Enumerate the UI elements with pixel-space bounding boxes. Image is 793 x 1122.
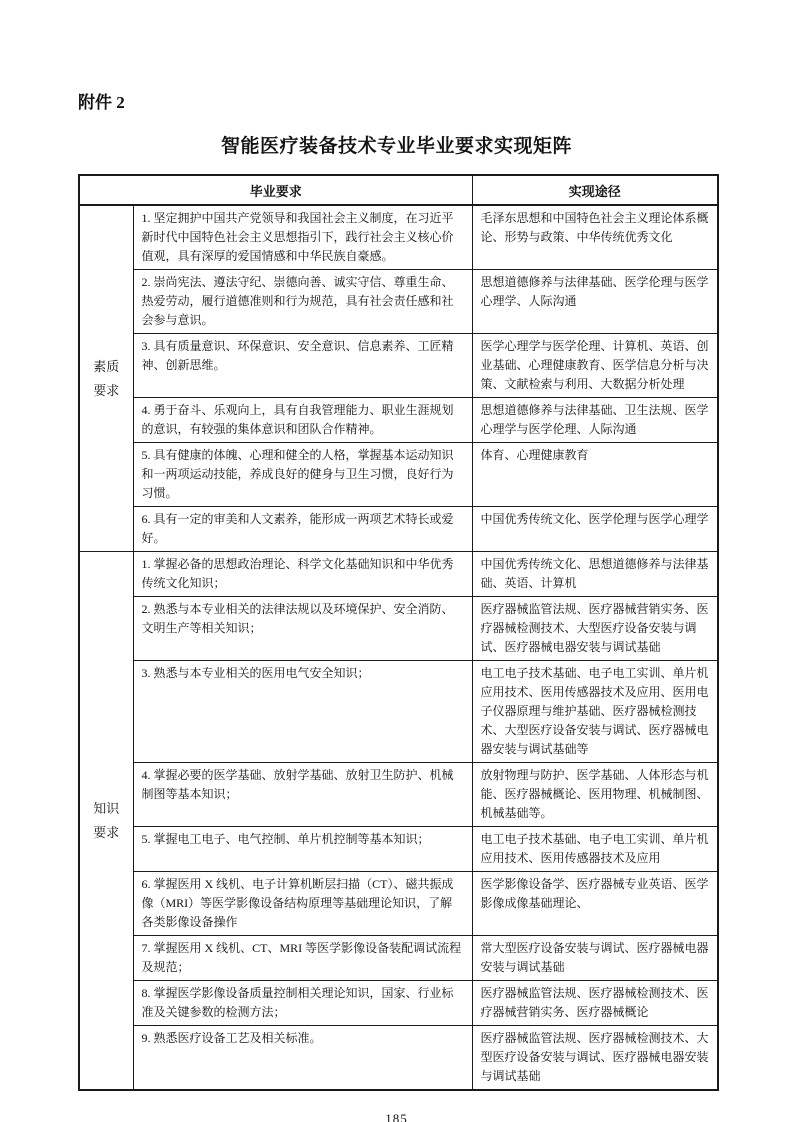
requirement-cell: 3. 熟悉与本专业相关的医用电气安全知识； xyxy=(133,661,472,763)
attachment-label: 附件 2 xyxy=(78,93,125,112)
table-header-row xyxy=(79,175,718,205)
group-cell xyxy=(79,552,133,1091)
table-row xyxy=(79,552,718,597)
requirement-cell: 7. 掌握医用 X 线机、CT、MRI 等医学影像设备装配调试流程及规范； xyxy=(133,936,472,981)
requirement-cell: 8. 掌握医学影像设备质量控制相关理论知识，国家、行业标准及关键参数的检测方法； xyxy=(133,981,472,1026)
path-cell: 放射物理与防护、医学基础、人体形态与机能、医疗器械概论、医用物理、机械制图、机械基础等。 xyxy=(472,763,718,827)
column-header-graduation-requirements: 毕业要求 xyxy=(79,175,472,205)
table-row xyxy=(79,443,718,507)
group-cell xyxy=(79,205,133,552)
table-row xyxy=(79,1026,718,1091)
path-cell: 中国优秀传统文化、思想道德修养与法律基础、英语、计算机 xyxy=(472,552,718,597)
table-row xyxy=(79,763,718,827)
path-cell: 医疗器械监管法规、医疗器械检测技术、医疗器械营销实务、医疗器械概论 xyxy=(472,981,718,1026)
requirement-cell: 2. 崇尚宪法、遵法守纪、崇德向善、诚实守信、尊重生命、热爱劳动，履行道德准则和行为规范，具有社会责任感和社会参与意识。 xyxy=(133,270,472,334)
path-cell: 电工电子技术基础、电子电工实训、单片机应用技术、医用传感器技术及应用、医用电子仪器原理与维护基础、医疗器械检测技术、大型医疗设备安装与调试、医疗器械电器安装与调试基础等 xyxy=(472,661,718,763)
group-label: 知识要求 xyxy=(93,800,120,840)
table-row xyxy=(79,334,718,398)
table-row xyxy=(79,270,718,334)
requirement-cell: 4. 掌握必要的医学基础、放射学基础、放射卫生防护、机械制图等基本知识； xyxy=(133,763,472,827)
path-cell: 毛泽东思想和中国特色社会主义理论体系概论、形势与政策、中华传统优秀文化 xyxy=(472,205,718,270)
path-cell: 常大型医疗设备安装与调试、医疗器械电器安装与调试基础 xyxy=(472,936,718,981)
table-body xyxy=(79,205,718,1090)
path-cell: 中国优秀传统文化、医学伦理与医学心理学 xyxy=(472,507,718,552)
table-row xyxy=(79,872,718,936)
path-cell: 思想道德修养与法律基础、医学伦理与医学心理学、人际沟通 xyxy=(472,270,718,334)
group-label: 素质要求 xyxy=(93,358,120,398)
table-row xyxy=(79,981,718,1026)
path-cell: 医学影像设备学、医疗器械专业英语、医学影像成像基础理论、 xyxy=(472,872,718,936)
requirements-matrix-table xyxy=(78,174,719,1091)
table-row xyxy=(79,597,718,661)
path-cell: 医疗器械监管法规、医疗器械检测技术、大型医疗设备安装与调试、医疗器械电器安装与调试基础 xyxy=(472,1026,718,1091)
path-cell: 体育、心理健康教育 xyxy=(472,443,718,507)
requirement-cell: 1. 掌握必备的思想政治理论、科学文化基础知识和中华优秀传统文化知识； xyxy=(133,552,472,597)
table-row xyxy=(79,661,718,763)
requirement-cell: 1. 坚定拥护中国共产党领导和我国社会主义制度，在习近平新时代中国特色社会主义思想指引下，践行社会主义核心价值观，具有深厚的爱国情感和中华民族自豪感。 xyxy=(133,205,472,270)
requirement-cell: 3. 具有质量意识、环保意识、安全意识、信息素养、工匠精神、创新思维。 xyxy=(133,334,472,398)
column-header-implementation-path: 实现途径 xyxy=(472,175,718,205)
requirement-cell: 5. 掌握电工电子、电气控制、单片机控制等基本知识； xyxy=(133,827,472,872)
requirement-cell: 6. 具有一定的审美和人文素养，能形成一两项艺术特长或爱好。 xyxy=(133,507,472,552)
requirement-cell: 5. 具有健康的体魄、心理和健全的人格，掌握基本运动知识和一两项运动技能，养成良好的健身与卫生习惯，良好行为习惯。 xyxy=(133,443,472,507)
requirement-cell: 4. 勇于奋斗、乐观向上，具有自我管理能力、职业生涯规划的意识，有较强的集体意识和团队合作精神。 xyxy=(133,398,472,443)
table-row xyxy=(79,936,718,981)
requirement-cell: 9. 熟悉医疗设备工艺及相关标准。 xyxy=(133,1026,472,1091)
page-title: 智能医疗装备技术专业毕业要求实现矩阵 xyxy=(220,136,572,157)
table-row xyxy=(79,398,718,443)
table-row xyxy=(79,507,718,552)
requirement-cell: 2. 熟悉与本专业相关的法律法规以及环境保护、安全消防、文明生产等相关知识； xyxy=(133,597,472,661)
table-row xyxy=(79,827,718,872)
table-row xyxy=(79,205,718,270)
path-cell: 医学心理学与医学伦理、计算机、英语、创业基础、心理健康教育、医学信息分析与决策、文献检索与利用、大数据分析处理 xyxy=(472,334,718,398)
path-cell: 电工电子技术基础、电子电工实训、单片机应用技术、医用传感器技术及应用 xyxy=(472,827,718,872)
requirement-cell: 6. 掌握医用 X 线机、电子计算机断层扫描（CT）、磁共振成像（MRI）等医学影像设备结构原理等基础理论知识，了解各类影像设备操作 xyxy=(133,872,472,936)
page-number: 185 xyxy=(385,1111,408,1122)
path-cell: 医疗器械监管法规、医疗器械营销实务、医疗器械检测技术、大型医疗设备安装与调试、医疗器械电器安装与调试基础 xyxy=(472,597,718,661)
path-cell: 思想道德修养与法律基础、卫生法规、医学心理学与医学伦理、人际沟通 xyxy=(472,398,718,443)
